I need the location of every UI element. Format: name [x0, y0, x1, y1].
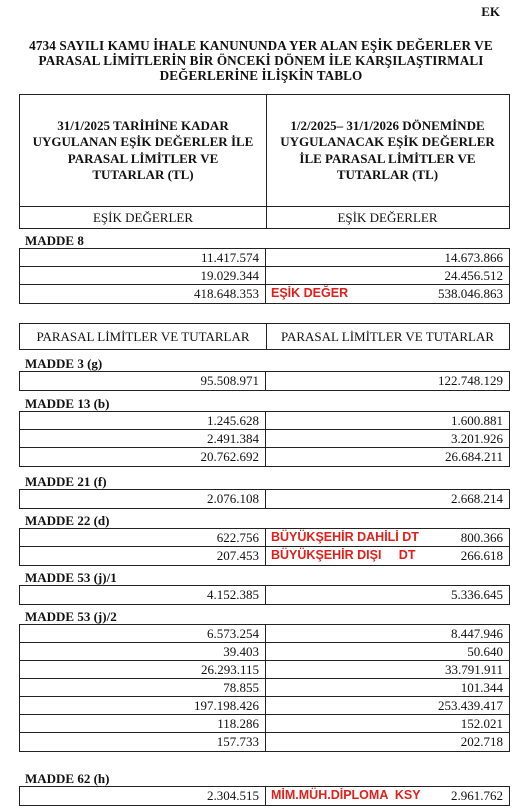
old-value-cell: 2.076.108: [20, 490, 266, 508]
new-value: 14.673.866: [444, 250, 503, 265]
old-value-cell: 78.855: [20, 679, 266, 696]
old-value-cell: 2.304.515: [20, 787, 266, 805]
old-value-cell: 11.417.574: [20, 249, 266, 266]
new-value: 122.748.129: [438, 373, 503, 388]
values-table: [19, 248, 510, 304]
new-period-column-header: [266, 95, 509, 228]
new-value-cell: [266, 715, 509, 732]
new-value-cell: [266, 267, 509, 284]
article-label: MADDE 53 (j)/1: [25, 570, 117, 585]
new-value: 266.618: [460, 548, 503, 563]
table-row: [20, 643, 509, 661]
table-row: [20, 547, 509, 565]
new-value-cell: [266, 586, 509, 604]
new-value-cell: [266, 430, 509, 447]
article-label: MADDE 8: [25, 233, 84, 248]
old-period-column-header: [20, 95, 267, 228]
new-value: 538.046.863: [438, 286, 503, 301]
old-value-cell: 197.198.426: [20, 697, 266, 714]
table-row: [20, 787, 509, 805]
article-label: MADDE 13 (b): [25, 396, 110, 411]
new-value: 24.456.512: [444, 268, 503, 283]
old-value-cell: 20.762.692: [20, 448, 266, 466]
handwritten-note: BÜYÜKŞEHİR DAHİLİ DT: [271, 530, 419, 544]
new-value-cell: [266, 529, 509, 546]
table-row: [20, 372, 509, 390]
new-value-cell: [266, 490, 509, 508]
header-line: 31/1/2025 TARİHİNE KADAR: [57, 117, 229, 133]
old-value-cell: 1.245.628: [20, 412, 266, 429]
table-row: [20, 733, 509, 751]
header-line: PARASAL LİMİTLER VE: [67, 150, 219, 166]
table-row: [20, 430, 509, 448]
new-value: 202.718: [460, 734, 503, 749]
new-value-cell: [266, 733, 509, 751]
handwritten-note: MİM.MÜH.DİPLOMA KSY: [271, 788, 421, 802]
new-value-cell: [266, 547, 509, 565]
header-line: UYGULANACAK EŞİK DEĞERLER: [280, 134, 495, 149]
title-line: 4734 SAYILI KAMU İHALE KANUNUNDA YER ALAN EŞİK DEĞERLER VE: [29, 38, 493, 53]
header-line: UYGULANAN EŞİK DEĞERLER İLE: [32, 134, 254, 149]
new-value-cell: [266, 249, 509, 266]
monetary-limits-header-old: PARASAL LİMİTLER VE TUTARLAR: [20, 324, 267, 349]
table-row: [20, 285, 509, 303]
header-line: İLE PARASAL LİMİTLER VE: [299, 150, 476, 166]
new-value-cell: [266, 697, 509, 714]
table-row: [20, 679, 509, 697]
old-value-cell: 26.293.115: [20, 661, 266, 678]
table-row: [20, 448, 509, 466]
table-row: [20, 267, 509, 285]
table-row: [20, 661, 509, 679]
values-table: [19, 489, 510, 509]
old-value-cell: 6.573.254: [20, 625, 266, 642]
new-value: 152.021: [460, 716, 503, 731]
threshold-subheader-new: EŞİK DEĞERLER: [337, 210, 438, 225]
new-value: 3.201.926: [451, 431, 503, 446]
title-line: DEĞERLERİNE İLİŞKİN TABLO: [159, 68, 363, 83]
new-value: 1.600.881: [451, 413, 503, 428]
new-value-cell: [266, 661, 509, 678]
table-row: [20, 490, 509, 508]
new-value-cell: [266, 625, 509, 642]
old-value-cell: 207.453: [20, 547, 266, 565]
table-row: [20, 625, 509, 643]
new-value: 2.961.762: [451, 788, 503, 803]
old-value-cell: 19.029.344: [20, 267, 266, 284]
new-value-cell: [266, 643, 509, 660]
new-value: 33.791.911: [444, 662, 503, 677]
old-value-cell: 39.403: [20, 643, 266, 660]
new-value-cell: [266, 372, 509, 390]
annex-label: EK: [481, 4, 500, 19]
new-value-cell: [266, 448, 509, 466]
new-value: 253.439.417: [438, 698, 503, 713]
new-value-cell: [266, 787, 509, 805]
new-value: 2.668.214: [451, 491, 503, 506]
monetary-limits-header-new: PARASAL LİMİTLER VE TUTARLAR: [280, 329, 495, 344]
table-row: [20, 412, 509, 430]
values-table: [19, 585, 510, 605]
page-title: [0, 38, 522, 83]
header-line: 1/2/2025– 31/1/2026 DÖNEMİNDE: [290, 117, 485, 133]
table-row: [20, 529, 509, 547]
comparison-header-table: [19, 94, 510, 229]
old-value-cell: 95.508.971: [20, 372, 266, 390]
article-label: MADDE 53 (j)/2: [25, 609, 117, 624]
table-row: [20, 697, 509, 715]
new-value: 101.344: [460, 680, 503, 695]
threshold-subheader-old: EŞİK DEĞERLER: [92, 210, 194, 225]
article-label: MADDE 3 (g): [25, 356, 103, 371]
new-value-cell: [266, 412, 509, 429]
old-value-cell: 2.491.384: [20, 430, 266, 447]
new-value: 50.640: [467, 644, 503, 659]
handwritten-note: BÜYÜKŞEHİR DIŞI DT: [271, 548, 416, 562]
values-table: [19, 528, 510, 566]
header-line: TUTARLAR (TL): [336, 167, 439, 182]
old-value-cell: 118.286: [20, 715, 266, 732]
old-value-cell: 622.756: [20, 529, 266, 546]
new-value: 8.447.946: [451, 626, 503, 641]
values-table: [19, 411, 510, 467]
handwritten-note: EŞİK DEĞER: [271, 286, 349, 300]
values-table: [19, 624, 510, 752]
new-value: 800.366: [460, 530, 503, 545]
title-line: PARASAL LİMİTLERİN BİR ÖNCEKİ DÖNEM İLE KARŞILAŞTIRMALI: [38, 53, 484, 68]
article-label: MADDE 22 (d): [25, 513, 110, 528]
new-value: 5.336.645: [451, 587, 503, 602]
old-value-cell: 157.733: [20, 733, 266, 751]
new-value: 26.684.211: [444, 449, 503, 464]
values-table: [19, 371, 510, 391]
new-value-cell: [266, 285, 509, 303]
article-label: MADDE 21 (f): [25, 474, 107, 489]
article-label: MADDE 62 (h): [25, 771, 110, 786]
table-row: [20, 586, 509, 604]
monetary-limits-header: [19, 323, 510, 350]
table-row: [20, 249, 509, 267]
new-value-cell: [266, 679, 509, 696]
header-line: TUTARLAR (TL): [92, 167, 194, 182]
old-value-cell: 4.152.385: [20, 586, 266, 604]
values-table: [19, 786, 510, 806]
table-row: [20, 715, 509, 733]
old-value-cell: 418.648.353: [20, 285, 266, 303]
